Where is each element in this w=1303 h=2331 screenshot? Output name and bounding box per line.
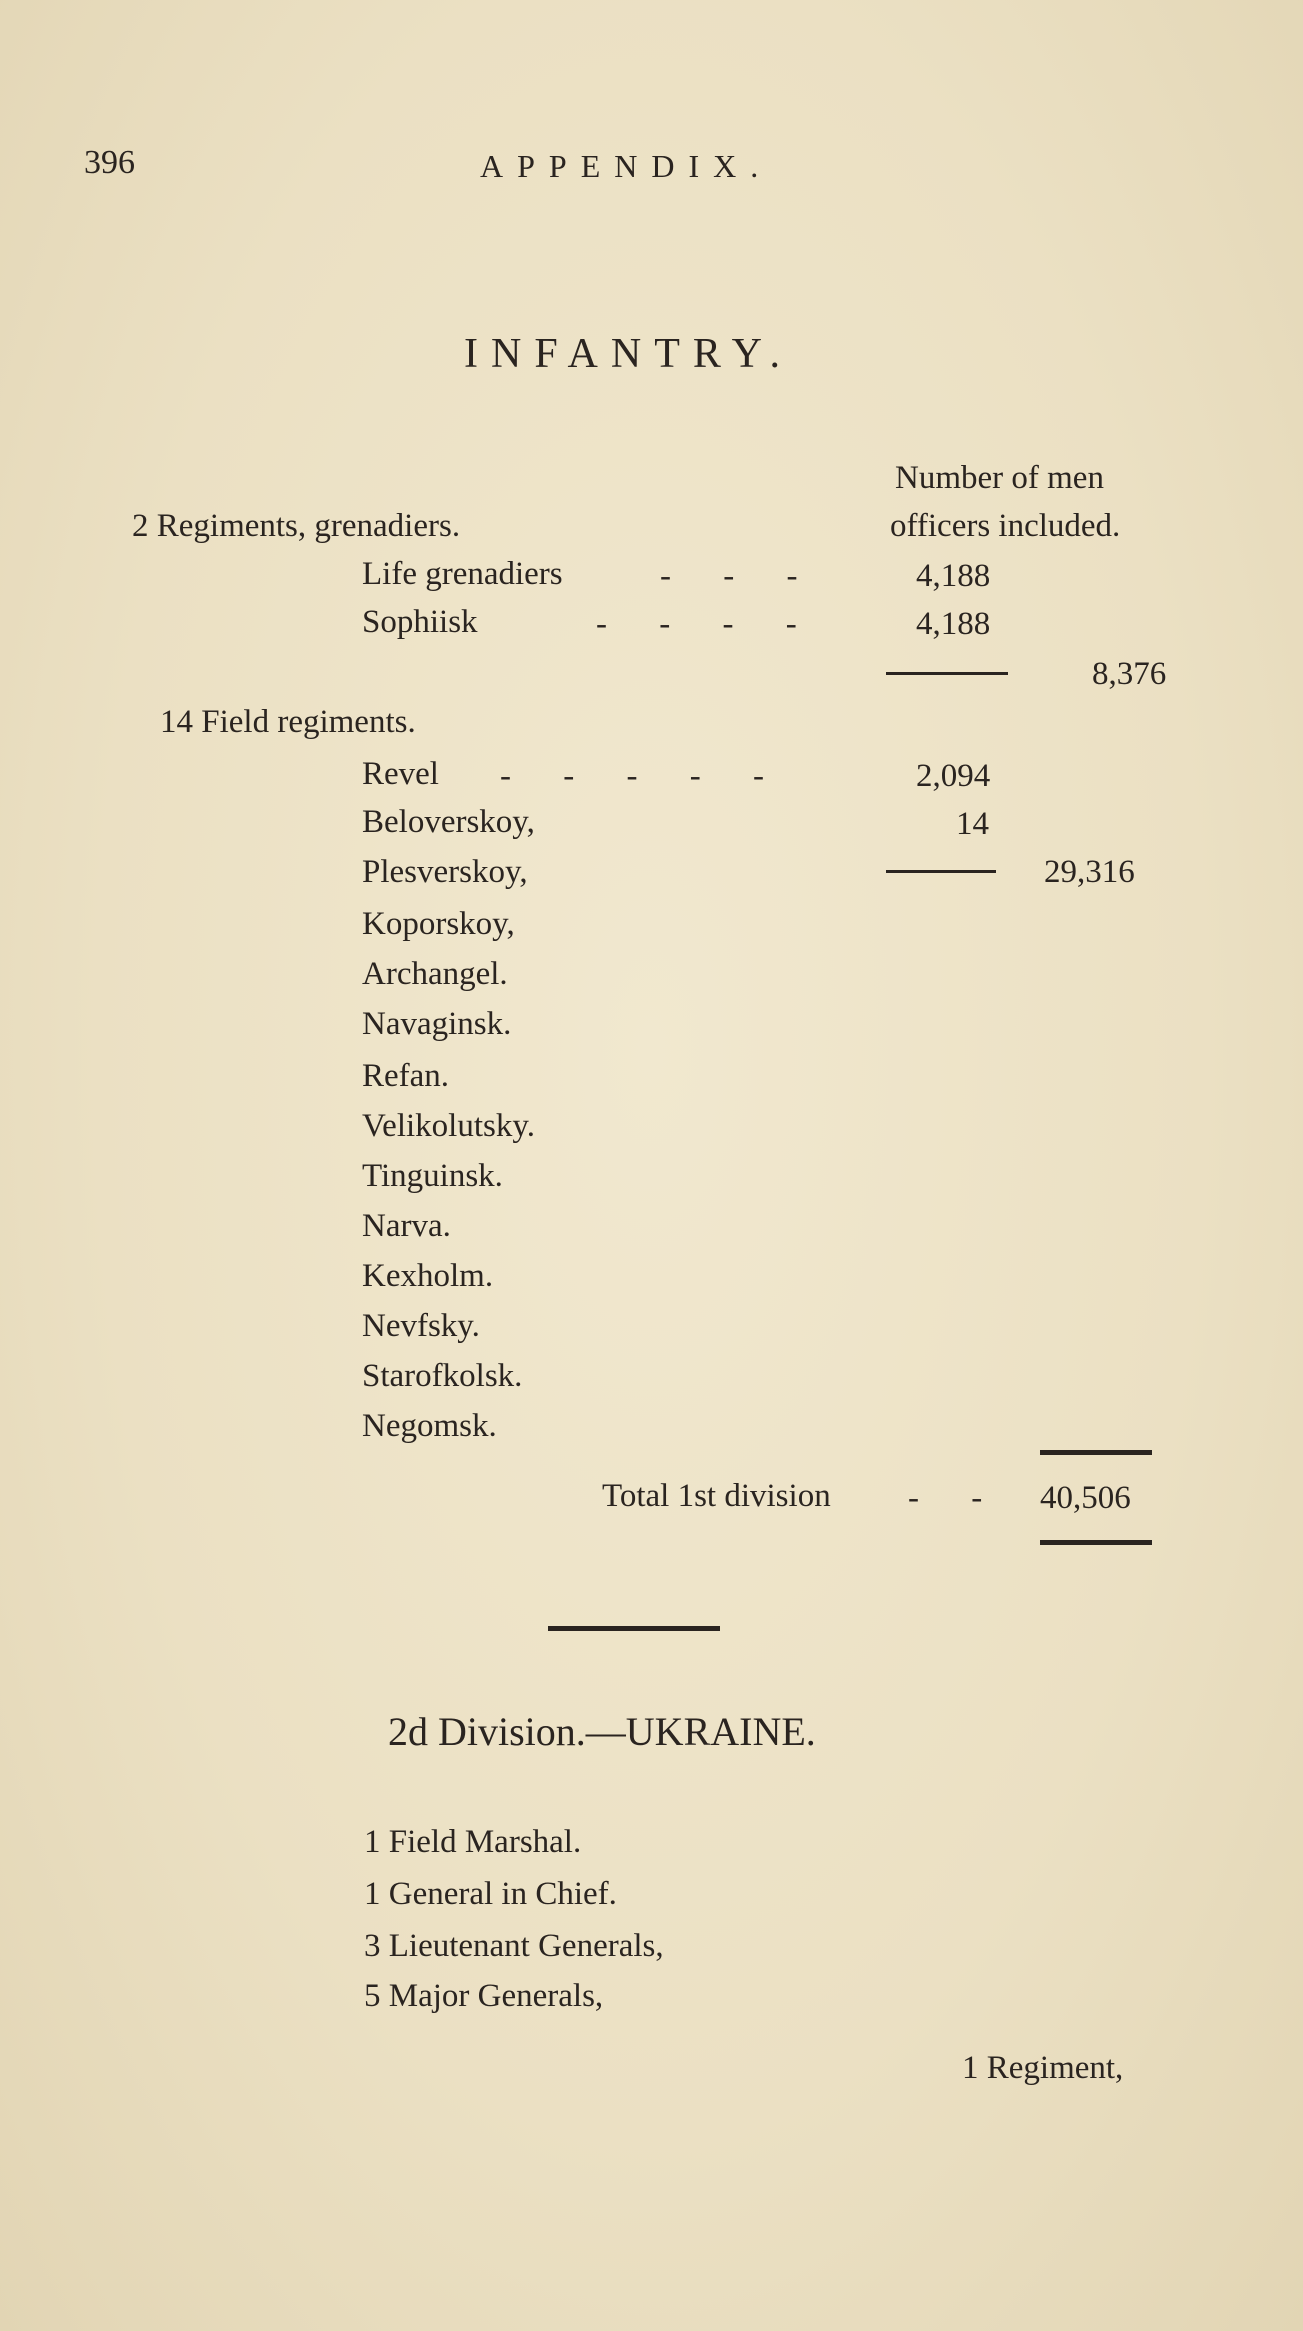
grenadiers-subtotal-rule bbox=[886, 672, 1008, 675]
field-heading: 14 Field regiments. bbox=[160, 704, 416, 740]
field-first-row-name: Revel bbox=[362, 756, 439, 792]
page-number: 396 bbox=[84, 144, 135, 181]
regiment-name: Koporskoy, bbox=[362, 906, 515, 942]
running-title: APPENDIX. bbox=[480, 148, 773, 184]
regiment-name: Navaginsk. bbox=[362, 1006, 512, 1042]
division-title: 2d Division.—UKRAINE. bbox=[388, 1709, 816, 1754]
total-value: 40,506 bbox=[1040, 1480, 1131, 1516]
regiment-name: Archangel. bbox=[362, 956, 508, 992]
total-leader: - - bbox=[908, 1480, 1005, 1516]
grenadiers-row-value: 4,188 bbox=[916, 606, 991, 642]
regiment-name: Kexholm. bbox=[362, 1258, 494, 1294]
grenadiers-heading: 2 Regiments, grenadiers. bbox=[132, 508, 461, 544]
grenadiers-row-name: Sophiisk bbox=[362, 604, 478, 640]
division-item: 3 Lieutenant Generals, bbox=[364, 1928, 664, 1964]
field-first-row-leader: - - - - - bbox=[500, 758, 786, 794]
regiment-name: Narva. bbox=[362, 1208, 451, 1244]
regiment-name: Velikolutsky. bbox=[362, 1108, 535, 1144]
field-subtotal: 29,316 bbox=[1044, 854, 1135, 890]
regiment-name: Nevfsky. bbox=[362, 1308, 480, 1344]
regiment-name: Refan. bbox=[362, 1058, 450, 1094]
grenadiers-row-leader: - - - bbox=[660, 558, 820, 594]
field-subtotal-rule bbox=[886, 870, 996, 873]
catchword: 1 Regiment, bbox=[962, 2050, 1124, 2086]
regiment-name: Tinguinsk. bbox=[362, 1158, 503, 1194]
grenadiers-subtotal: 8,376 bbox=[1092, 656, 1167, 692]
regiment-name: Plesverskoy, bbox=[362, 854, 528, 890]
total-bottom-rule bbox=[1040, 1540, 1152, 1545]
grenadiers-row-leader: - - - - bbox=[596, 606, 819, 642]
total-label: Total 1st division bbox=[602, 1478, 831, 1514]
regiment-name: Negomsk. bbox=[362, 1408, 497, 1444]
section-divider bbox=[548, 1626, 720, 1631]
grenadiers-row-name: Life grenadiers bbox=[362, 556, 563, 592]
division-item: 1 General in Chief. bbox=[364, 1876, 617, 1912]
column-header-line2: officers included. bbox=[890, 508, 1121, 544]
total-top-rule bbox=[1040, 1450, 1152, 1455]
field-multiplier: 14 bbox=[956, 806, 989, 842]
division-item: 1 Field Marshal. bbox=[364, 1824, 582, 1860]
column-header-line1: Number of men bbox=[895, 460, 1104, 496]
section-title: INFANTRY. bbox=[464, 331, 793, 377]
division-item: 5 Major Generals, bbox=[364, 1978, 604, 2014]
regiment-name: Beloverskoy, bbox=[362, 804, 535, 840]
regiment-name: Starofkolsk. bbox=[362, 1358, 523, 1394]
grenadiers-row-value: 4,188 bbox=[916, 558, 991, 594]
field-first-row-value: 2,094 bbox=[916, 758, 991, 794]
